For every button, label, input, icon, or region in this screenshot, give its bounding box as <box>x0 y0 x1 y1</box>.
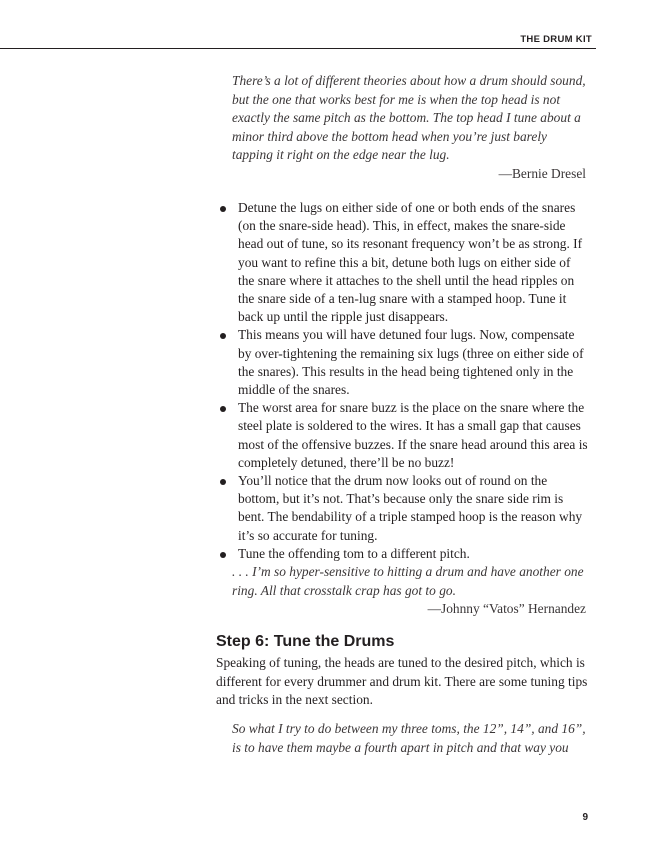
bullet-icon <box>220 206 226 212</box>
bullet-list <box>216 199 588 563</box>
list-item-text: You’ll notice that the drum now looks out of round on the bottom, but it’s not. That’s because only the snare side rim is bent. The bendability of a triple stamped hoop is the reason why it’s so accurate for tuning. <box>238 473 583 543</box>
bullet-icon <box>220 552 226 558</box>
bullet-icon <box>220 333 226 339</box>
page-number: 9 <box>582 812 588 823</box>
pull-quote-toms <box>232 720 586 757</box>
section-heading: Step 6: Tune the Drums <box>216 633 395 650</box>
pull-quote-dresel <box>232 72 586 184</box>
bullet-icon <box>220 479 226 485</box>
quote-text: There’s a lot of different theories about how a drum should sound, but the one that works best for me is when the top head is not exactly the same pitch as the bottom. The top head I tune about a minor third above the bottom head when you’re just barely tapping it right on the edge near the lug. <box>232 73 586 163</box>
quote-text: . . . I’m so hyper-sensitive to hitting a drum and have another one ring. All that crosstalk crap has got to go. <box>232 564 584 598</box>
list-item-text: This means you will have detuned four lugs. Now, compensate by over-tightening the remaining six lugs (three on either side of the snares). This results in the head being tightened only in the middle of the snares. <box>238 327 584 398</box>
list-item <box>216 199 588 326</box>
list-item-text: The worst area for snare buzz is the place on the snare where the steel plate is soldered to the wires. It has a small gap that causes most of the offensive buzzes. If the snare head around this area is completely detuned, there’ll be no buzz! <box>238 400 588 470</box>
header-rule <box>0 48 596 49</box>
list-item <box>216 326 588 399</box>
list-item <box>216 545 588 563</box>
body-paragraph: Speaking of tuning, the heads are tuned to the desired pitch, which is different for every drummer and drum kit. There are some tuning tips and tricks in the next section. <box>216 655 588 708</box>
quote-attribution: —Johnny “Vatos” Hernandez <box>427 601 586 617</box>
list-item-text: Tune the offending tom to a different pitch. <box>238 545 470 561</box>
list-item-text: Detune the lugs on either side of one or both ends of the snares (on the snare-side head). This, in effect, makes the snare-side head out of tune, so its resonant frequency won’t be as strong. If you want to refine this a bit, detune both lugs on either side of the snare where it attaches to the shell until the head ripples on the snare side of a ten-lug snare with a stamped hoop. Tune it back up until the ripple just disappears. <box>238 200 583 325</box>
running-head: THE DRUM KIT <box>520 34 592 45</box>
list-item <box>216 399 588 472</box>
pull-quote-hernandez <box>232 563 586 619</box>
quote-attribution: —Bernie Dresel <box>498 165 586 181</box>
bullet-icon <box>220 406 226 412</box>
quote-text: So what I try to do between my three toms, the 12”, 14”, and 16”, is to have them maybe a fourth apart in pitch and that way you <box>232 721 586 755</box>
list-item <box>216 472 588 545</box>
